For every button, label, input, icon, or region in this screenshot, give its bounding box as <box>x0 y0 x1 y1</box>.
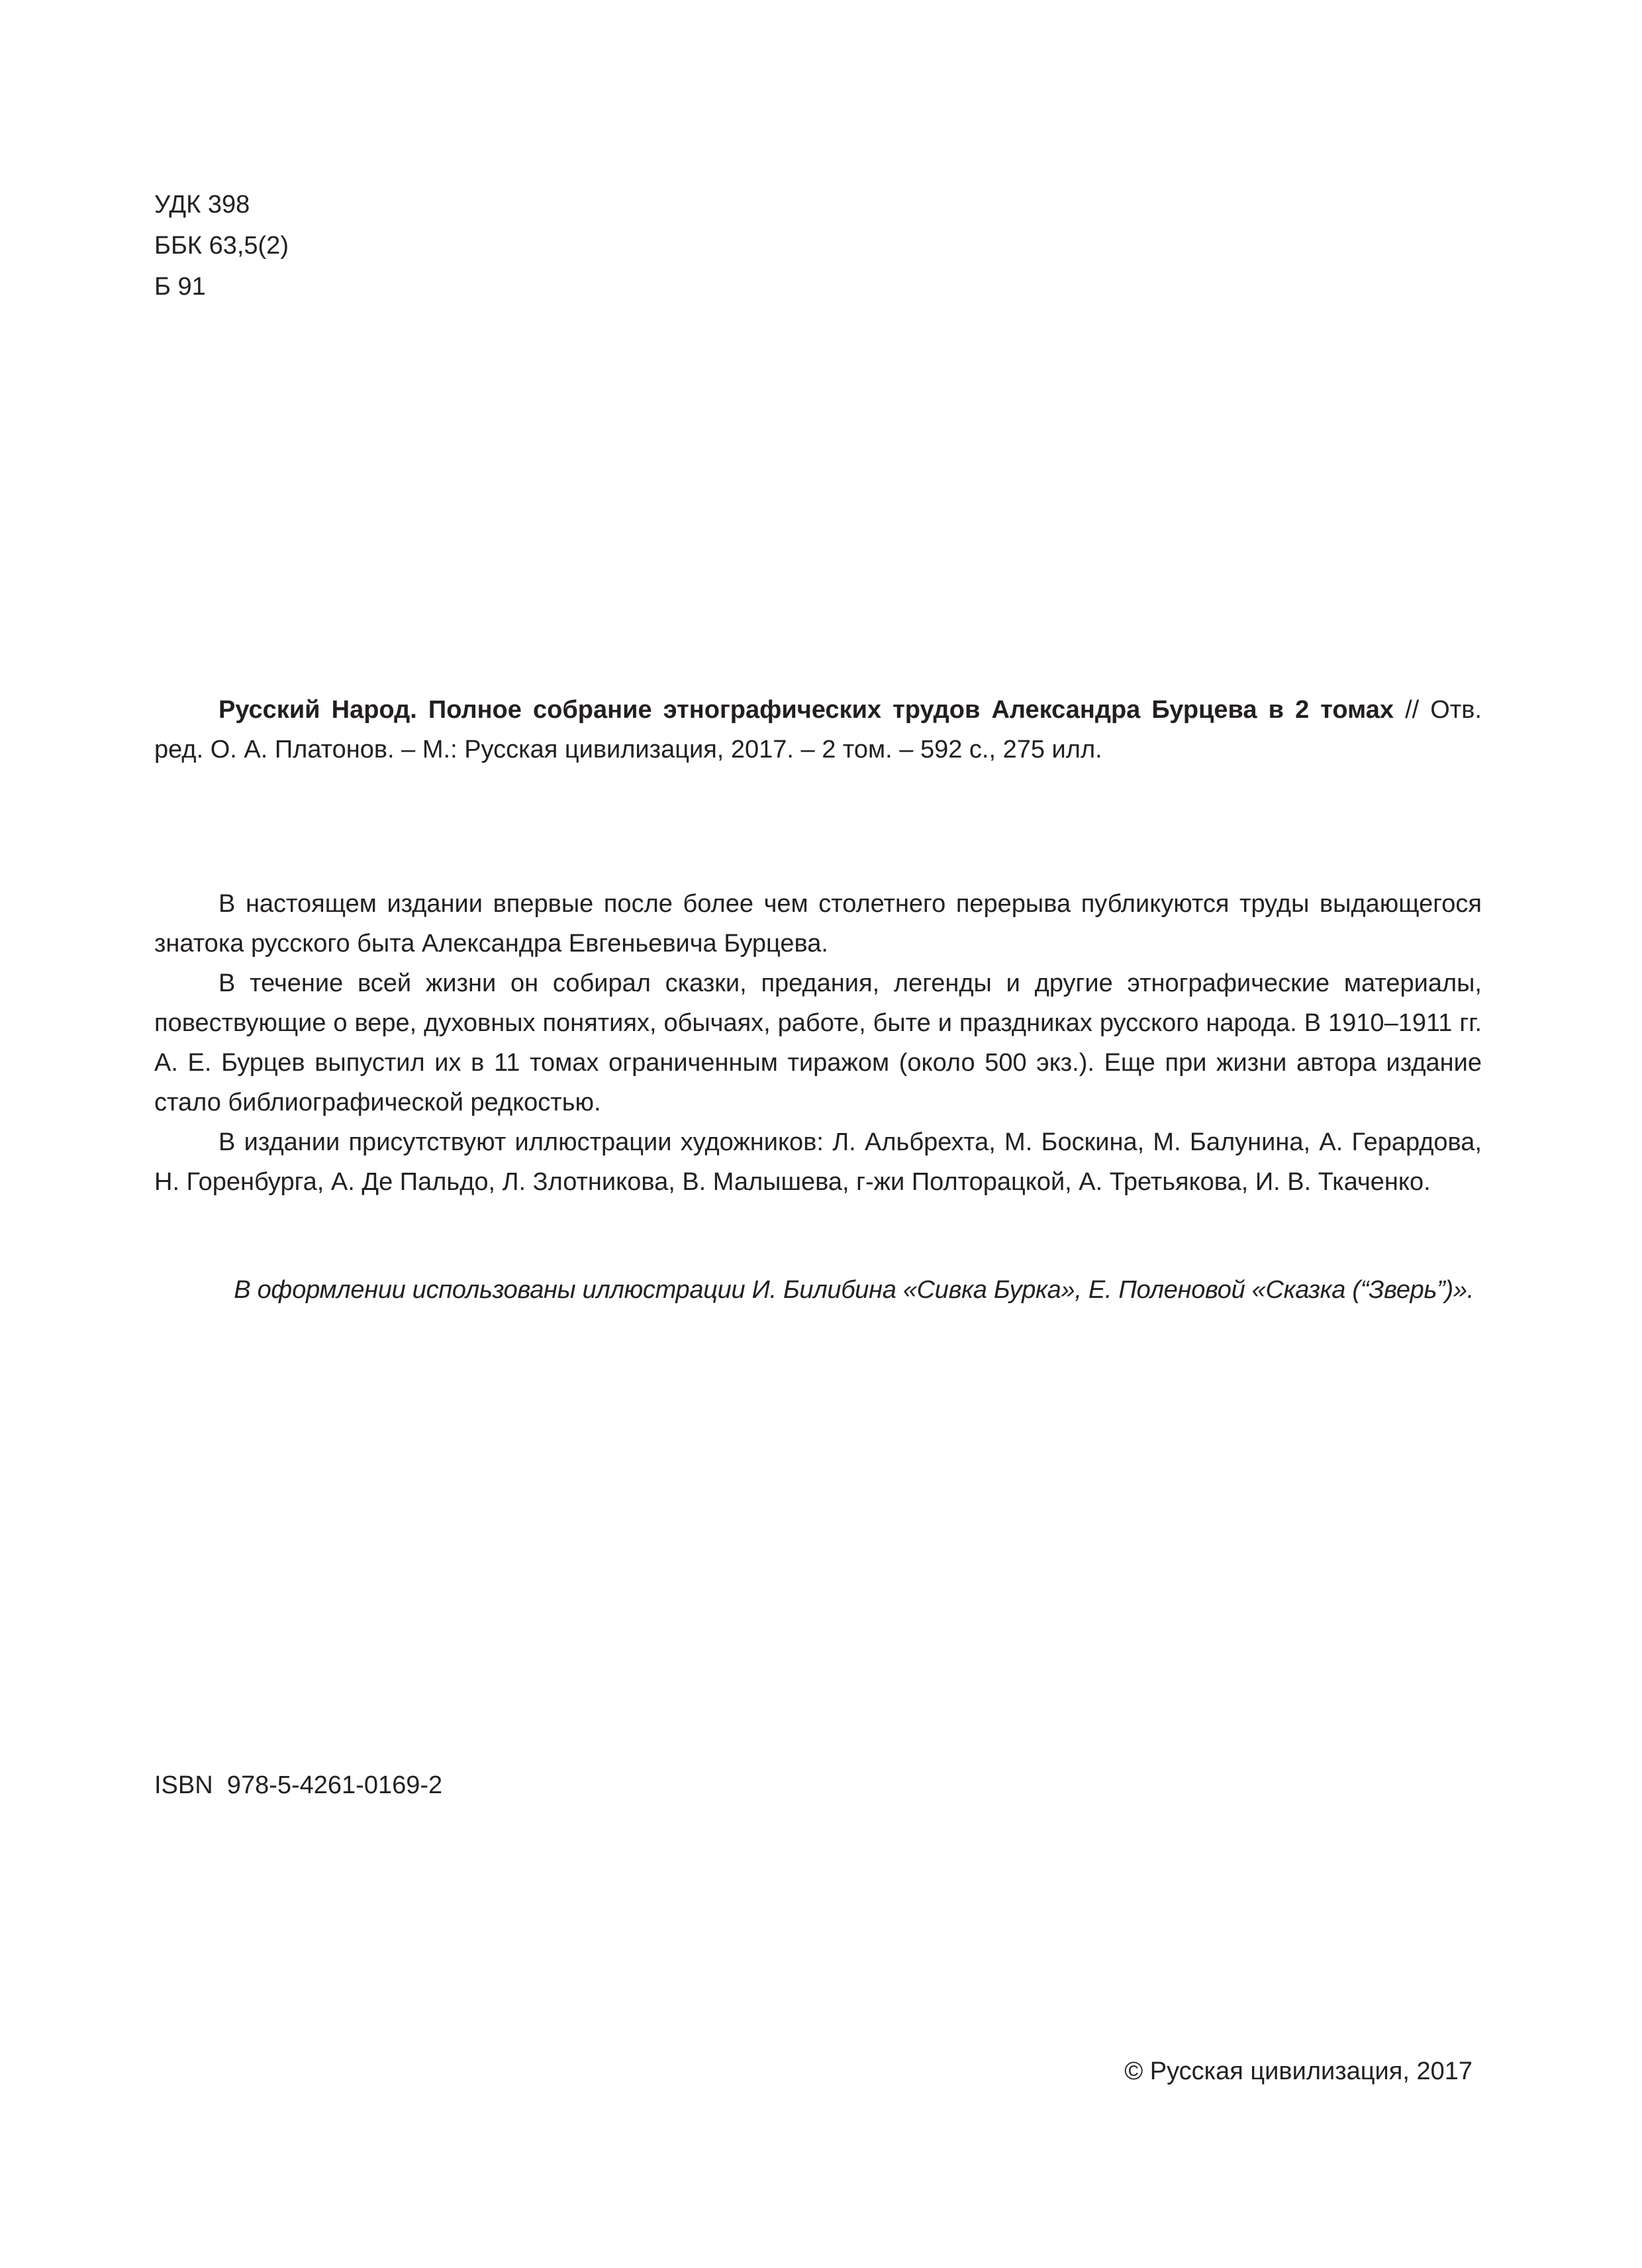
isbn: ISBN 978-5-4261-0169-2 <box>154 1771 443 1799</box>
annotation-paragraph: В течение всей жизни он собирал сказки, предания, легенды и другие этнографические материалы, повествующие о вере, духовных понятиях, обычаях, работе, быте и праздниках русского народа. В 1910–1911 гг. А. Е. Бурцев выпустил их в 11 томах ограниченным тиражом (около 500 экз.). Еще при жизни автора издание стало библиографической редкостью. <box>154 969 1482 1116</box>
bbk-code: ББК 63,5(2) <box>154 232 289 260</box>
annotation-paragraph: В издании присутствуют иллюстрации художников: Л. Альбрехта, М. Боскина, М. Балунина, А. Герардова, Н. Горенбурга, А. Де Пальдо, Л. Злотникова, В. Малышева, г-жи Полторацкой, А. Третьякова, И. В. Ткаченко. <box>154 1128 1482 1196</box>
bibliographic-entry <box>154 690 1482 769</box>
copyright-notice: © Русская цивилизация, 2017 <box>1124 2057 1473 2085</box>
book-title: Русский Народ. Полное собрание этнографических трудов Александра Бурцева в 2 томах <box>218 696 1394 724</box>
annotation <box>154 884 1482 1202</box>
author-mark: Б 91 <box>154 273 206 301</box>
annotation-paragraph: В настоящем издании впервые после более чем столетнего перерыва публикуются труды выдающегося знатока русского быта Александра Евгеньевича Бурцева. <box>154 890 1482 958</box>
bibliographic-details: // Отв. ред. О. А. Платонов. – М.: Русская цивилизация, 2017. – 2 том. – 592 с., 275 илл. <box>154 696 1482 764</box>
illustration-credit: В оформлении использованы иллюстрации И. Билибина «Сивка Бурка», Е. Поленовой «Сказка (“Зверь”)». <box>234 1276 1474 1304</box>
classification-codes <box>154 184 289 307</box>
udk-code: УДК 398 <box>154 191 250 219</box>
